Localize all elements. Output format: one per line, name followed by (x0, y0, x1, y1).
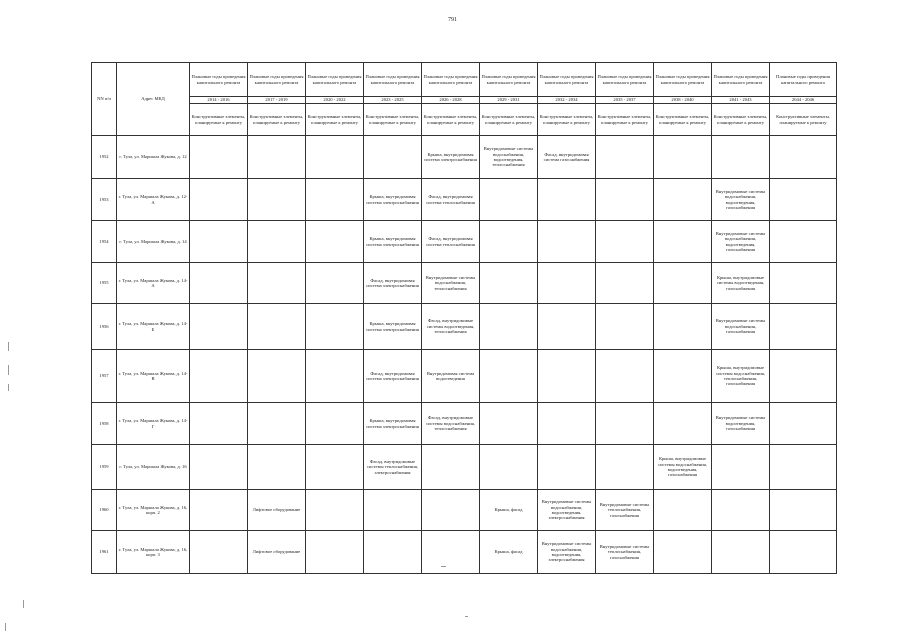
column-title: Плановые годы проведения капитального ремонта (190, 63, 248, 97)
plan-cell: Внутридомовые системы водоснабжения, теплоснабжения (422, 263, 480, 304)
plan-cell (306, 136, 364, 179)
plan-cell: Внутридомовая система водоотведения (422, 350, 480, 403)
column-years: 2023 - 2025 (364, 97, 422, 104)
column-subtitle: Конструктивные элементы, планируемые к ремонту (480, 104, 538, 136)
plan-cell (248, 179, 306, 221)
column-years: 2035 - 2037 (596, 97, 654, 104)
row-address: г. Тула, ул. Маршала Жукова, д. 14-Б (117, 304, 190, 350)
plan-cell (190, 136, 248, 179)
plan-cell: Фасад, внутридомовая система электроснабжения (364, 350, 422, 403)
plan-cell (306, 221, 364, 263)
column-subtitle: Конструктивные элементы, планируемые к ремонту (596, 104, 654, 136)
plan-cell (306, 179, 364, 221)
scan-mark (8, 365, 9, 375)
plan-cell: Крыша, внутридомовая система электроснабжения (364, 304, 422, 350)
plan-cell: Фасад, внутридомовые системы водоснабжения, теплоснабжения (422, 403, 480, 445)
plan-cell (712, 445, 770, 490)
column-title: Плановые годы проведения капитального ремонта (538, 63, 596, 97)
header-sub-row (92, 104, 837, 136)
plan-cell: Внутридомовые системы водоснабжения, водоотведения, газоснабжения (712, 179, 770, 221)
column-title: Плановые годы проведения капитального ремонта (480, 63, 538, 97)
plan-cell (422, 531, 480, 574)
row-address: г. Тула, ул. Маршала Жукова, д. 16, корп. 3 (117, 531, 190, 574)
table-row (92, 136, 837, 179)
plan-cell (364, 490, 422, 531)
row-number: 1960 (92, 490, 117, 531)
plan-cell (190, 403, 248, 445)
header-title-row (92, 63, 837, 97)
row-number: 1953 (92, 179, 117, 221)
table-row (92, 179, 837, 221)
scan-mark (5, 623, 6, 631)
plan-cell (596, 136, 654, 179)
column-subtitle: Конструктивные элементы, планируемые к ремонту (190, 104, 248, 136)
plan-cell: Внутридомовые системы теплоснабжения, газоснабжения (596, 490, 654, 531)
row-number: 1957 (92, 350, 117, 403)
plan-cell (248, 221, 306, 263)
plan-cell: Фасад, внутридомовая система теплоснабжения (422, 221, 480, 263)
row-number: 1952 (92, 136, 117, 179)
plan-cell: Крыша, внутридомовая система электроснабжения (364, 403, 422, 445)
column-subtitle: Конструктивные элементы, планируемые к ремонту (712, 104, 770, 136)
table-row (92, 263, 837, 304)
plan-cell (480, 179, 538, 221)
plan-cell: Лифтовое оборудование (248, 531, 306, 574)
plan-cell (480, 403, 538, 445)
plan-cell: Лифтовое оборудование (248, 490, 306, 531)
plan-cell (538, 221, 596, 263)
plan-cell (712, 490, 770, 531)
header-years-row (92, 97, 837, 104)
plan-cell (306, 490, 364, 531)
row-address: г. Тула, ул. Маршала Жукова, д. 14 (117, 221, 190, 263)
plan-cell: Крыша, внутридомовые системы водоснабжения, теплоснабжения, газоснабжения (712, 350, 770, 403)
plan-cell (248, 263, 306, 304)
plan-cell (654, 490, 712, 531)
plan-cell: Внутридомовые системы водоснабжения, водоотведения, теплоснабжения (480, 136, 538, 179)
row-address: г. Тула, ул. Маршала Жукова, д. 12 (117, 136, 190, 179)
table-row (92, 403, 837, 445)
plan-cell (770, 304, 837, 350)
row-address: г. Тула, ул. Маршала Жукова, д. 12-А (117, 179, 190, 221)
plan-cell: Крыша, внутридомовые системы водоотведения, газоснабжения (712, 263, 770, 304)
scan-mark (465, 616, 468, 617)
plan-cell: Крыша, внутридомовые системы водоснабжения, водоотведения, газоснабжения (654, 445, 712, 490)
plan-cell: Крыша, внутридомовая система электроснабжения (364, 221, 422, 263)
plan-cell (248, 136, 306, 179)
plan-cell: Внутридомовые системы теплоснабжения, газоснабжения (596, 531, 654, 574)
column-years: 2026 - 2028 (422, 97, 480, 104)
column-years: 2017 - 2019 (248, 97, 306, 104)
row-number: 1961 (92, 531, 117, 574)
plan-cell (190, 179, 248, 221)
row-number: 1959 (92, 445, 117, 490)
column-subtitle: Конструктивные элементы, планируемые к ремонту (306, 104, 364, 136)
plan-cell (770, 490, 837, 531)
column-subtitle: Конструктивные элементы, планируемые к ремонту (422, 104, 480, 136)
row-number: 1956 (92, 304, 117, 350)
plan-cell (190, 304, 248, 350)
row-number: 1955 (92, 263, 117, 304)
row-address: г. Тула, ул. Маршала Жукова, д. 16 (117, 445, 190, 490)
plan-cell (480, 445, 538, 490)
plan-cell (712, 136, 770, 179)
plan-cell: Крыша, фасад (480, 531, 538, 574)
scan-mark (441, 566, 446, 567)
plan-cell (596, 350, 654, 403)
scan-mark (23, 600, 24, 608)
plan-cell (654, 531, 712, 574)
plan-cell (306, 531, 364, 574)
column-title: Плановые годы проведения капитального ремонта (422, 63, 480, 97)
plan-cell (770, 350, 837, 403)
scan-mark (8, 384, 9, 391)
plan-cell (770, 136, 837, 179)
plan-cell: Фасад, внутридомовая система электроснабжения (364, 263, 422, 304)
plan-cell: Внутридомовые системы водоотведения, газоснабжения (712, 403, 770, 445)
plan-cell (306, 350, 364, 403)
plan-cell: Крыша, внутридомовая система электроснабжения (422, 136, 480, 179)
plan-cell (596, 304, 654, 350)
plan-cell (422, 445, 480, 490)
plan-cell (306, 263, 364, 304)
table-row (92, 490, 837, 531)
column-years: 2014 - 2016 (190, 97, 248, 104)
plan-cell (654, 179, 712, 221)
plan-cell (306, 403, 364, 445)
plan-cell (480, 263, 538, 304)
plan-cell (654, 403, 712, 445)
column-subtitle: Конструктивные элементы, планируемые к ремонту (248, 104, 306, 136)
plan-cell (190, 531, 248, 574)
column-title: Плановые годы проведения капитального ремонта (306, 63, 364, 97)
column-years: 2032 - 2034 (538, 97, 596, 104)
page-number: 791 (448, 17, 457, 23)
plan-cell (654, 221, 712, 263)
table-row (92, 445, 837, 490)
plan-cell (770, 445, 837, 490)
plan-cell (364, 531, 422, 574)
column-subtitle: Конструктивные элементы, планируемые к ремонту (654, 104, 712, 136)
plan-cell: Внутридомовые системы водоснабжения, водоотведения, электроснабжения (538, 490, 596, 531)
column-years: 2038 - 2040 (654, 97, 712, 104)
plan-cell: Внутридомовые системы водоснабжения, газоснабжения (712, 304, 770, 350)
plan-cell: Фасад, внутридомовые системы теплоснабжения, электроснабжения (364, 445, 422, 490)
plan-cell (654, 350, 712, 403)
plan-cell (538, 304, 596, 350)
plan-cell (654, 263, 712, 304)
plan-cell (190, 221, 248, 263)
row-address: г. Тула, ул. Маршала Жукова, д. 14-Г (117, 403, 190, 445)
plan-cell: Фасад, внутридомовая система газоснабжения (538, 136, 596, 179)
row-number: 1954 (92, 221, 117, 263)
num-header: NN п/п (92, 63, 117, 136)
plan-cell (480, 350, 538, 403)
plan-cell (770, 403, 837, 445)
table-row (92, 304, 837, 350)
column-subtitle: Конструктивные элементы, планируемые к ремонту (770, 104, 837, 136)
row-address: г. Тула, ул. Маршала Жукова, д. 14-А (117, 263, 190, 304)
plan-cell: Внутридомовые системы водоснабжения, водоотведения, газоснабжения (712, 221, 770, 263)
table-row (92, 531, 837, 574)
column-title: Плановые годы проведения капитального ремонта (654, 63, 712, 97)
plan-cell (770, 179, 837, 221)
table-row (92, 350, 837, 403)
row-number: 1958 (92, 403, 117, 445)
column-title: Плановые годы проведения капитального ремонта (596, 63, 654, 97)
column-subtitle: Конструктивные элементы, планируемые к ремонту (538, 104, 596, 136)
column-title: Плановые годы проведения капитального ремонта (364, 63, 422, 97)
column-years: 2041 - 2043 (712, 97, 770, 104)
plan-cell: Внутридомовые системы водоснабжения, водоотведения, электроснабжения (538, 531, 596, 574)
plan-cell (306, 304, 364, 350)
plan-cell (654, 136, 712, 179)
column-title: Плановые годы проведения капитального ремонта (770, 63, 837, 97)
column-title: Плановые годы проведения капитального ремонта (712, 63, 770, 97)
plan-cell (596, 445, 654, 490)
plan-cell (538, 263, 596, 304)
plan-cell (248, 445, 306, 490)
plan-cell (364, 136, 422, 179)
row-address: г. Тула, ул. Маршала Жукова, д. 16, корп. 2 (117, 490, 190, 531)
plan-cell (596, 403, 654, 445)
plan-cell (596, 179, 654, 221)
column-subtitle: Конструктивные элементы, планируемые к ремонту (364, 104, 422, 136)
plan-cell: Фасад, внутридомовая система теплоснабжения (422, 179, 480, 221)
plan-cell (248, 350, 306, 403)
plan-cell: Фасад, внутридомовые системы водоотведения, теплоснабжения (422, 304, 480, 350)
plan-cell: Крыша, фасад (480, 490, 538, 531)
column-years: 2029 - 2031 (480, 97, 538, 104)
plan-cell (538, 445, 596, 490)
plan-cell (654, 304, 712, 350)
plan-cell (596, 221, 654, 263)
plan-cell (770, 531, 837, 574)
plan-cell (422, 490, 480, 531)
plan-cell (596, 263, 654, 304)
plan-cell (190, 490, 248, 531)
plan-cell (770, 263, 837, 304)
plan-cell (770, 221, 837, 263)
plan-cell (480, 304, 538, 350)
address-header: Адрес МКД (117, 63, 190, 136)
plan-cell (538, 403, 596, 445)
plan-cell (538, 350, 596, 403)
plan-cell: Крыша, внутридомовая система электроснабжения (364, 179, 422, 221)
column-years: 2020 - 2022 (306, 97, 364, 104)
plan-cell (480, 221, 538, 263)
column-title: Плановые годы проведения капитального ремонта (248, 63, 306, 97)
scan-mark (8, 342, 9, 351)
capital-repair-schedule-table (91, 62, 837, 574)
table-row (92, 221, 837, 263)
plan-cell (248, 304, 306, 350)
plan-cell (712, 531, 770, 574)
row-address: г. Тула, ул. Маршала Жукова, д. 14-В (117, 350, 190, 403)
plan-cell (538, 179, 596, 221)
plan-cell (306, 445, 364, 490)
plan-cell (190, 350, 248, 403)
plan-cell (190, 263, 248, 304)
column-years: 2044 - 2046 (770, 97, 837, 104)
plan-cell (190, 445, 248, 490)
plan-cell (248, 403, 306, 445)
